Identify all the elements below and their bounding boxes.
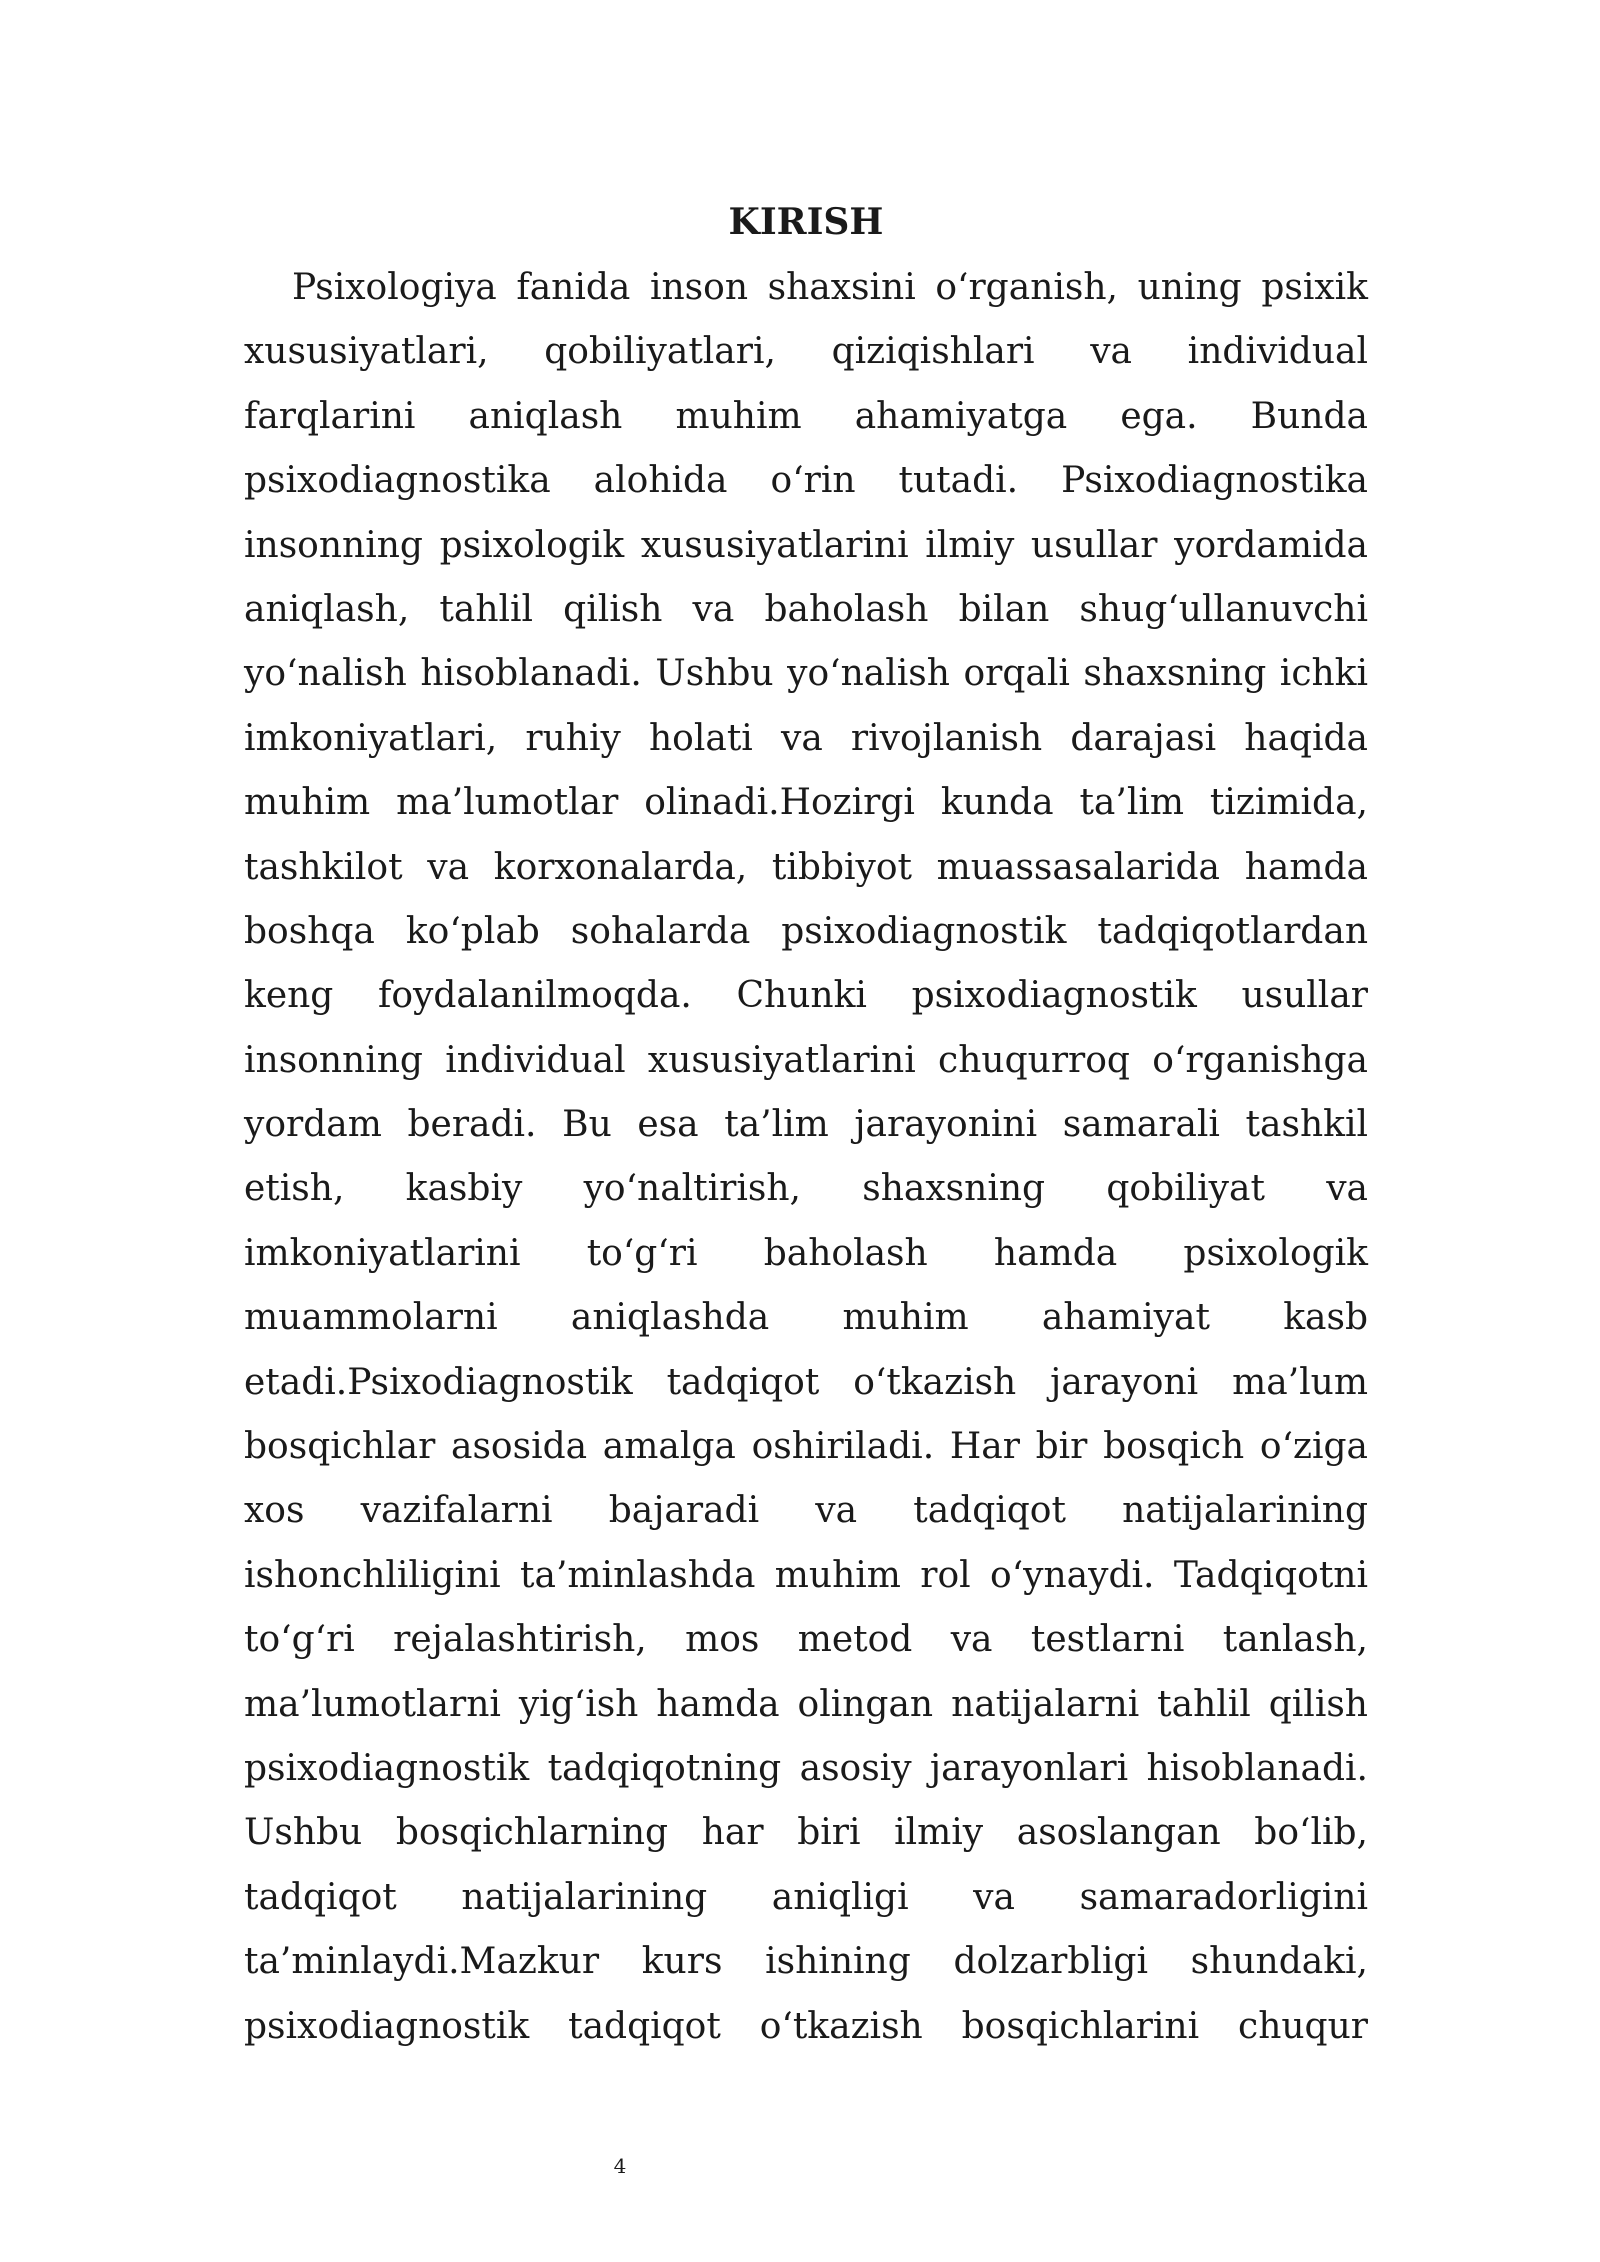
text-line: keng foydalanilmoqda. Chunki psixodiagnostik usullar [244, 975, 1368, 1017]
text-line: tashkilot va korxonalarda, tibbiyot muassasalarida hamda [244, 846, 1368, 888]
text-line: ma’lumotlarni yig‘ish hamda olingan natijalarni tahlil qilish [244, 1683, 1368, 1725]
text-line: xos vazifalarni bajaradi va tadqiqot natijalarining [244, 1490, 1368, 1532]
text-line: ishonchliligini ta’minlashda muhim rol o‘ynaydi. Tadqiqotni [244, 1554, 1368, 1596]
text-line: Ushbu bosqichlarning har biri ilmiy asoslangan bo‘lib, [244, 1812, 1368, 1854]
text-line: muammolarni aniqlashda muhim ahamiyat kasb [244, 1297, 1368, 1339]
text-line: Psixologiya fanida inson shaxsini o‘rganish, uning psixik [292, 267, 1368, 308]
text-line: xususiyatlari, qobiliyatlari, qiziqishlari va individual [244, 331, 1368, 373]
text-line: aniqlash, tahlil qilish va baholash bilan shug‘ullanuvchi [244, 588, 1368, 630]
text-line: psixodiagnostik tadqiqot o‘tkazish bosqichlarini chuqur [244, 2005, 1368, 2047]
text-line: etish, kasbiy yo‘naltirish, shaxsning qobiliyat va [244, 1168, 1368, 1210]
text-line: etadi.Psixodiagnostik tadqiqot o‘tkazish jarayoni ma’lum [244, 1361, 1368, 1403]
section-heading: KIRISH [728, 201, 884, 243]
text-line: imkoniyatlarini to‘g‘ri baholash hamda psixologik [244, 1232, 1368, 1274]
text-line: yo‘nalish hisoblanadi. Ushbu yo‘nalish orqali shaxsning ichki [244, 653, 1368, 695]
text-line: bosqichlar asosida amalga oshiriladi. Har bir bosqich o‘ziga [244, 1426, 1368, 1468]
text-line: psixodiagnostik tadqiqotning asosiy jarayonlari hisoblanadi. [244, 1747, 1368, 1789]
text-line: tadqiqot natijalarining aniqligi va samaradorligini [244, 1876, 1368, 1918]
text-line: imkoniyatlari, ruhiy holati va rivojlanish darajasi haqida [244, 717, 1368, 759]
text-line: insonning individual xususiyatlarini chuqurroq o‘rganishga [244, 1039, 1368, 1081]
text-line: farqlarini aniqlash muhim ahamiyatga ega. Bunda [244, 395, 1368, 437]
body-paragraph [244, 256, 1368, 2059]
text-line: insonning psixologik xususiyatlarini ilmiy usullar yordamida [244, 524, 1368, 566]
text-line: muhim ma’lumotlar olinadi.Hozirgi kunda ta’lim tizimida, [244, 782, 1368, 824]
text-line: ta’minlaydi.Mazkur kurs ishining dolzarbligi shundaki, [244, 1941, 1368, 1983]
text-line: psixodiagnostika alohida o‘rin tutadi. Psixodiagnostika [244, 460, 1368, 502]
text-line: to‘g‘ri rejalashtirish, mos metod va testlarni tanlash, [244, 1619, 1368, 1661]
page-number: 4 [613, 2154, 627, 2178]
text-line: yordam beradi. Bu esa ta’lim jarayonini samarali tashkil [244, 1104, 1368, 1146]
text-line: boshqa ko‘plab sohalarda psixodiagnostik tadqiqotlardan [244, 910, 1368, 952]
